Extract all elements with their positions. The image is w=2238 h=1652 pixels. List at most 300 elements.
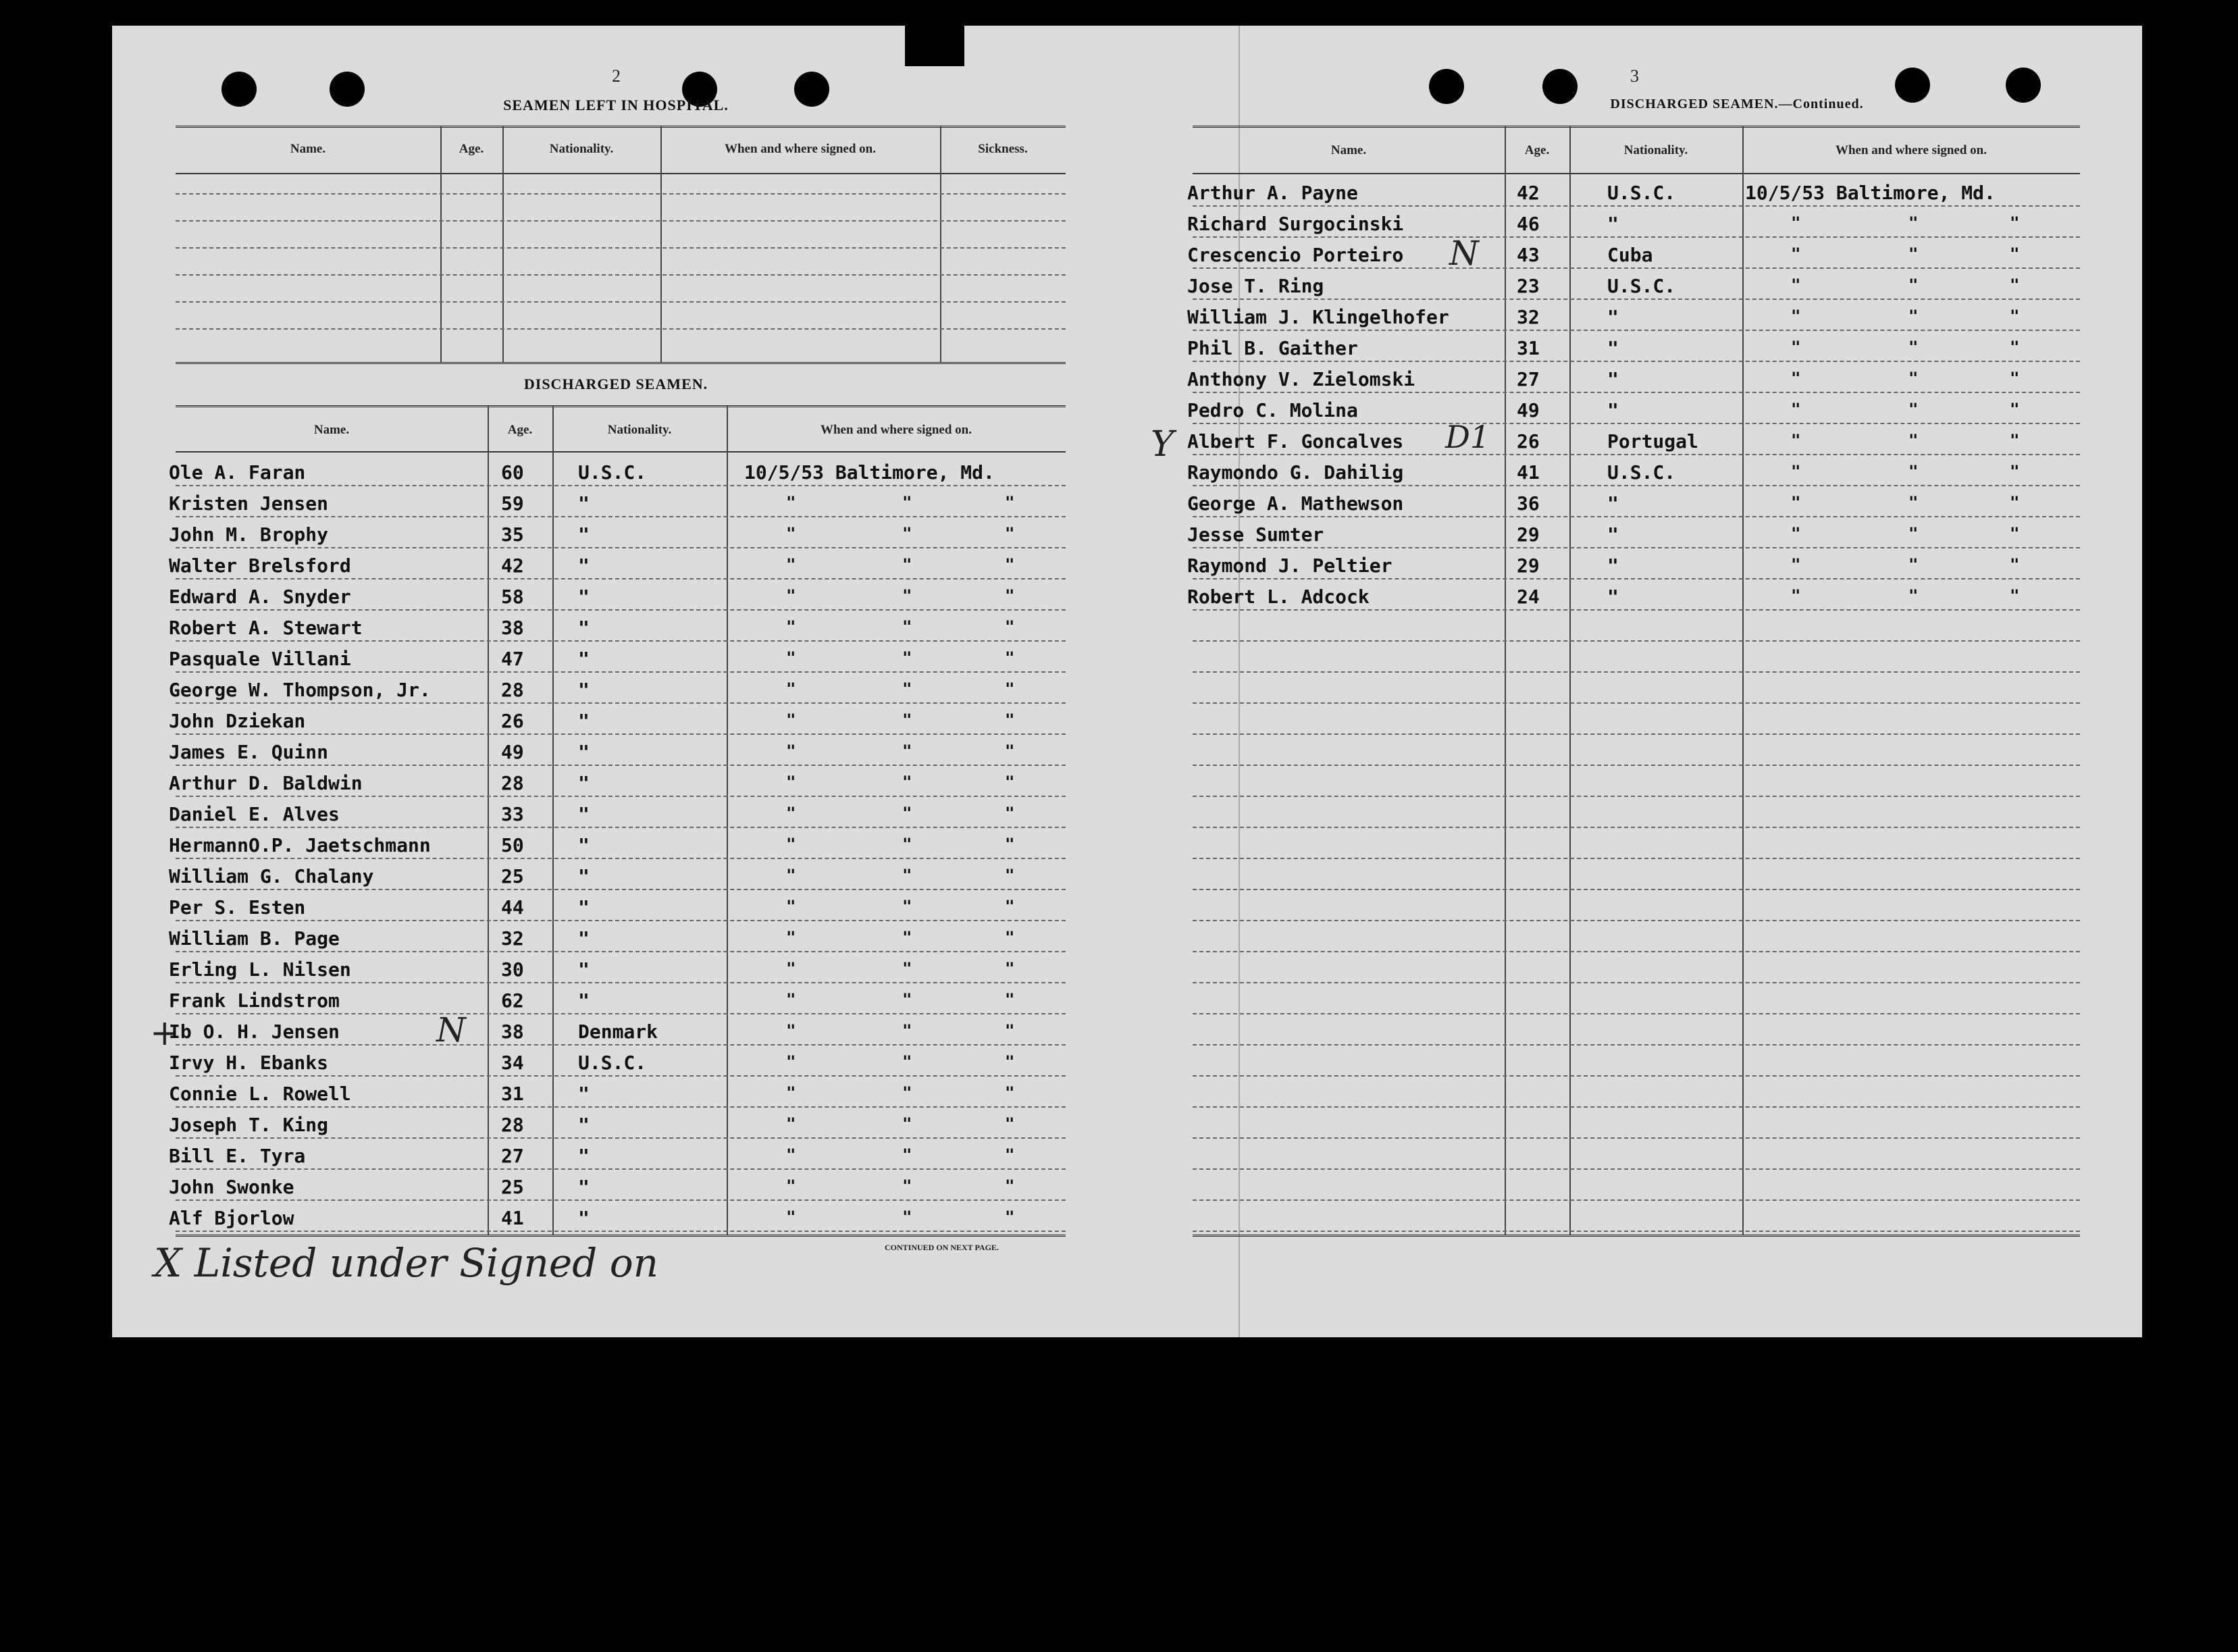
- right-row-rule: [1193, 1199, 2080, 1201]
- left-ditto-mark: ": [786, 1083, 796, 1102]
- left-ditto-mark: ": [902, 1145, 912, 1164]
- left-age-cell: 25: [501, 1176, 524, 1198]
- left-ditto-mark: ": [786, 1052, 796, 1071]
- right-row-rule: [1193, 733, 2080, 735]
- left-nationality-cell: ": [578, 710, 590, 732]
- right-age-cell: 29: [1517, 554, 1540, 577]
- left-ditto-mark: ": [1005, 1114, 1015, 1133]
- hospital-header-cell: Sickness.: [978, 142, 1028, 156]
- left-signed-cell: 10/5/53 Baltimore, Md.: [744, 461, 995, 484]
- left-name-cell: Edward A. Snyder: [169, 586, 351, 608]
- right-ditto-mark: ": [1791, 524, 1801, 543]
- left-header-cell: Age.: [507, 423, 533, 437]
- left-row-rule: [176, 1199, 1066, 1201]
- left-row-rule: [176, 858, 1066, 859]
- right-ditto-mark: ": [2010, 307, 2020, 326]
- left-row-rule: [176, 1106, 1066, 1108]
- right-header-cell: When and where signed on.: [1835, 143, 1987, 157]
- right-name-cell: Raymondo G. Dahilig: [1187, 461, 1404, 484]
- left-age-cell: 32: [501, 927, 524, 950]
- right-age-cell: 32: [1517, 306, 1540, 328]
- right-nationality-cell: U.S.C.: [1607, 461, 1676, 484]
- right-name-cell: George A. Mathewson: [1187, 492, 1404, 515]
- left-name-cell: Ib O. H. Jensen: [169, 1021, 340, 1043]
- left-ditto-mark: ": [902, 897, 912, 916]
- left-name-cell: John Dziekan: [169, 710, 306, 732]
- left-nationality-cell: ": [578, 1176, 590, 1198]
- left-nationality-cell: ": [578, 865, 590, 887]
- left-name-cell: Per S. Esten: [169, 896, 306, 919]
- page-number-left: 2: [612, 66, 621, 86]
- left-nationality-cell: ": [578, 803, 590, 825]
- left-ditto-mark: ": [1005, 711, 1015, 729]
- right-name-cell: Pedro C. Molina: [1187, 399, 1358, 421]
- right-row-rule: [1193, 547, 2080, 548]
- left-ditto-mark: ": [902, 1177, 912, 1195]
- left-age-cell: 41: [501, 1207, 524, 1229]
- right-row-rule: [1193, 485, 2080, 486]
- left-ditto-mark: ": [786, 742, 796, 760]
- left-age-cell: 26: [501, 710, 524, 732]
- right-row-rule: [1193, 1168, 2080, 1170]
- hospital-header-cell: Name.: [290, 142, 326, 156]
- right-name-cell: Raymond J. Peltier: [1187, 554, 1393, 577]
- right-row-rule: [1193, 330, 2080, 331]
- right-row-rule: [1193, 765, 2080, 766]
- right-ditto-mark: ": [2010, 338, 2020, 357]
- left-ditto-mark: ": [1005, 928, 1015, 947]
- right-age-cell: 36: [1517, 492, 1540, 515]
- right-header-cell: Nationality.: [1623, 143, 1688, 157]
- left-nationality-cell: U.S.C.: [578, 1052, 647, 1074]
- left-row-rule: [176, 1044, 1066, 1046]
- left-name-cell: Kristen Jensen: [169, 492, 329, 515]
- right-row-rule: [1193, 454, 2080, 455]
- right-row-rule: [1193, 236, 2080, 238]
- left-row-rule: [176, 609, 1066, 611]
- punch-hole: [330, 72, 365, 107]
- right-header-rule: [1193, 173, 2080, 174]
- hospital-section-title: SEAMEN LEFT IN HOSPITAL.: [503, 97, 729, 113]
- left-name-cell: John Swonke: [169, 1176, 294, 1198]
- left-name-cell: Irvy H. Ebanks: [169, 1052, 329, 1074]
- right-nationality-cell: ": [1607, 213, 1619, 235]
- right-ditto-mark: ": [1791, 276, 1801, 294]
- left-ditto-mark: ": [786, 648, 796, 667]
- left-ditto-mark: ": [786, 555, 796, 574]
- left-age-cell: 35: [501, 523, 524, 546]
- right-name-cell: Arthur A. Payne: [1187, 182, 1358, 204]
- left-name-cell: Joseph T. King: [169, 1114, 329, 1136]
- left-ditto-mark: ": [786, 524, 796, 543]
- punch-hole: [1429, 69, 1464, 104]
- right-ditto-mark: ": [2010, 244, 2020, 263]
- right-signed-cell: 10/5/53 Baltimore, Md.: [1745, 182, 1996, 204]
- left-ditto-mark: ": [786, 773, 796, 792]
- left-ditto-mark: ": [902, 1208, 912, 1227]
- left-ditto-mark: ": [902, 1021, 912, 1040]
- left-age-cell: 28: [501, 1114, 524, 1136]
- right-age-cell: 43: [1517, 244, 1540, 266]
- left-ditto-mark: ": [1005, 866, 1015, 885]
- left-ditto-mark: ": [902, 555, 912, 574]
- right-ditto-mark: ": [2010, 524, 2020, 543]
- left-nationality-cell: ": [578, 927, 590, 950]
- right-ditto-mark: ": [1908, 213, 1919, 232]
- left-row-rule: [176, 827, 1066, 828]
- handwritten-mark-plus: +: [150, 1013, 180, 1054]
- right-ditto-mark: ": [2010, 369, 2020, 388]
- left-row-rule: [176, 889, 1066, 890]
- hospital-empty-row: [176, 328, 1066, 330]
- right-ditto-mark: ": [1908, 400, 1919, 419]
- right-row-rule: [1193, 1137, 2080, 1139]
- left-age-cell: 25: [501, 865, 524, 887]
- left-row-rule: [176, 578, 1066, 579]
- right-row-rule: [1193, 858, 2080, 859]
- right-nationality-cell: Portugal: [1607, 430, 1698, 453]
- left-ditto-mark: ": [1005, 773, 1015, 792]
- right-ditto-mark: ": [1908, 369, 1919, 388]
- right-top-rule: [1193, 126, 2080, 128]
- left-nationality-cell: Denmark: [578, 1021, 658, 1043]
- left-nationality-cell: ": [578, 648, 590, 670]
- right-row-rule: [1193, 1013, 2080, 1014]
- left-age-cell: 30: [501, 958, 524, 981]
- binding-notch: [905, 26, 964, 66]
- left-ditto-mark: ": [786, 679, 796, 698]
- left-row-rule: [176, 1231, 1066, 1232]
- left-ditto-mark: ": [902, 959, 912, 978]
- left-ditto-mark: ": [902, 524, 912, 543]
- right-row-rule: [1193, 299, 2080, 300]
- left-age-cell: 38: [501, 617, 524, 639]
- right-ditto-mark: ": [2010, 493, 2020, 512]
- right-row-rule: [1193, 951, 2080, 952]
- right-name-cell: Jose T. Ring: [1187, 275, 1324, 297]
- left-nationality-cell: ": [578, 989, 590, 1012]
- handwritten-note: X Listed under Signed on: [154, 1240, 659, 1286]
- left-name-cell: Erling L. Nilsen: [169, 958, 351, 981]
- right-row-rule: [1193, 1106, 2080, 1108]
- left-row-rule: [176, 640, 1066, 642]
- left-ditto-mark: ": [1005, 493, 1015, 512]
- left-nationality-cell: U.S.C.: [578, 461, 647, 484]
- left-row-rule: [176, 982, 1066, 983]
- right-nationality-cell: Cuba: [1607, 244, 1653, 266]
- left-row-rule: [176, 733, 1066, 735]
- left-column-divider: [552, 405, 554, 1235]
- punch-hole: [1895, 68, 1930, 103]
- right-ditto-mark: ": [1791, 307, 1801, 326]
- right-row-rule: [1193, 361, 2080, 362]
- right-ditto-mark: ": [1791, 555, 1801, 574]
- left-column-divider: [488, 405, 489, 1235]
- handwritten-mark-n-right: N: [1449, 234, 1479, 273]
- left-ditto-mark: ": [902, 493, 912, 512]
- left-ditto-mark: ": [1005, 1052, 1015, 1071]
- right-row-rule: [1193, 578, 2080, 579]
- left-ditto-mark: ": [902, 773, 912, 792]
- left-age-cell: 47: [501, 648, 524, 670]
- left-row-rule: [176, 1075, 1066, 1077]
- left-header-cell: When and where signed on.: [820, 423, 972, 437]
- left-header-cell: Name.: [313, 423, 350, 437]
- left-name-cell: Daniel E. Alves: [169, 803, 340, 825]
- right-ditto-mark: ": [1908, 555, 1919, 574]
- left-ditto-mark: ": [1005, 617, 1015, 636]
- right-ditto-mark: ": [1791, 369, 1801, 388]
- punch-hole: [1542, 69, 1578, 104]
- handwritten-mark-d1: D1: [1445, 419, 1490, 455]
- left-name-cell: Robert A. Stewart: [169, 617, 363, 639]
- right-ditto-mark: ": [1908, 586, 1919, 605]
- right-ditto-mark: ": [1908, 493, 1919, 512]
- left-row-rule: [176, 671, 1066, 673]
- left-age-cell: 58: [501, 586, 524, 608]
- right-row-rule: [1193, 796, 2080, 797]
- left-nationality-cell: ": [578, 1083, 590, 1105]
- left-nationality-cell: ": [578, 617, 590, 639]
- right-column-divider: [1742, 126, 1744, 1235]
- left-ditto-mark: ": [902, 866, 912, 885]
- left-ditto-mark: ": [786, 835, 796, 854]
- left-ditto-mark: ": [1005, 586, 1015, 605]
- left-nationality-cell: ": [578, 896, 590, 919]
- hospital-column-divider: [940, 126, 941, 362]
- right-ditto-mark: ": [1791, 213, 1801, 232]
- right-ditto-mark: ": [1908, 524, 1919, 543]
- left-nationality-cell: ": [578, 772, 590, 794]
- left-ditto-mark: ": [786, 866, 796, 885]
- left-age-cell: 42: [501, 554, 524, 577]
- right-column-divider: [1569, 126, 1571, 1235]
- left-ditto-mark: ": [786, 617, 796, 636]
- right-ditto-mark: ": [1908, 338, 1919, 357]
- hospital-empty-row: [176, 301, 1066, 303]
- left-ditto-mark: ": [1005, 1145, 1015, 1164]
- right-age-cell: 23: [1517, 275, 1540, 297]
- left-age-cell: 38: [501, 1021, 524, 1043]
- discharged-continued-title: DISCHARGED SEAMEN.—Continued.: [1610, 97, 1864, 111]
- left-ditto-mark: ": [786, 1114, 796, 1133]
- left-ditto-mark: ": [786, 990, 796, 1009]
- left-nationality-cell: ": [578, 834, 590, 856]
- right-row-rule: [1193, 640, 2080, 642]
- right-bottom-rule: [1193, 1235, 2080, 1237]
- handwritten-mark-y: Y: [1151, 424, 1174, 465]
- punch-hole: [222, 72, 257, 107]
- right-age-cell: 49: [1517, 399, 1540, 421]
- right-row-rule: [1193, 205, 2080, 207]
- right-ditto-mark: ": [1791, 338, 1801, 357]
- left-ditto-mark: ": [786, 586, 796, 605]
- right-ditto-mark: ": [1791, 244, 1801, 263]
- right-age-cell: 26: [1517, 430, 1540, 453]
- hospital-empty-row: [176, 247, 1066, 249]
- right-ditto-mark: ": [2010, 276, 2020, 294]
- left-age-cell: 62: [501, 989, 524, 1012]
- left-age-cell: 28: [501, 679, 524, 701]
- left-ditto-mark: ": [786, 711, 796, 729]
- right-name-cell: Robert L. Adcock: [1187, 586, 1370, 608]
- left-nationality-cell: ": [578, 679, 590, 701]
- left-bottom-rule: [176, 1235, 1066, 1237]
- right-age-cell: 42: [1517, 182, 1540, 204]
- right-row-rule: [1193, 267, 2080, 269]
- left-ditto-mark: ": [1005, 990, 1015, 1009]
- left-nationality-cell: ": [578, 1207, 590, 1229]
- left-ditto-mark: ": [902, 711, 912, 729]
- right-ditto-mark: ": [1791, 400, 1801, 419]
- left-name-cell: Pasquale Villani: [169, 648, 351, 670]
- left-age-cell: 27: [501, 1145, 524, 1167]
- left-age-cell: 60: [501, 461, 524, 484]
- right-row-rule: [1193, 609, 2080, 611]
- left-nationality-cell: ": [578, 554, 590, 577]
- left-age-cell: 49: [501, 741, 524, 763]
- hospital-empty-row: [176, 193, 1066, 195]
- right-name-cell: Jesse Sumter: [1187, 523, 1324, 546]
- hospital-header-rule: [176, 173, 1066, 174]
- right-nationality-cell: ": [1607, 368, 1619, 390]
- right-nationality-cell: ": [1607, 306, 1619, 328]
- hospital-column-divider: [660, 126, 662, 362]
- left-ditto-mark: ": [786, 493, 796, 512]
- hospital-header-cell: Nationality.: [549, 142, 614, 156]
- right-age-cell: 41: [1517, 461, 1540, 484]
- right-row-rule: [1193, 1044, 2080, 1046]
- right-header-cell: Age.: [1524, 143, 1550, 157]
- right-age-cell: 24: [1517, 586, 1540, 608]
- right-nationality-cell: ": [1607, 586, 1619, 608]
- left-row-rule: [176, 547, 1066, 548]
- left-nationality-cell: ": [578, 741, 590, 763]
- hospital-top-rule: [176, 126, 1066, 128]
- left-name-cell: Walter Brelsford: [169, 554, 351, 577]
- left-ditto-mark: ": [786, 897, 796, 916]
- left-ditto-mark: ": [1005, 959, 1015, 978]
- right-ditto-mark: ": [1791, 493, 1801, 512]
- left-ditto-mark: ": [786, 1145, 796, 1164]
- left-row-rule: [176, 516, 1066, 517]
- right-row-rule: [1193, 827, 2080, 828]
- right-ditto-mark: ": [1908, 307, 1919, 326]
- left-row-rule: [176, 1137, 1066, 1139]
- right-row-rule: [1193, 671, 2080, 673]
- right-row-rule: [1193, 702, 2080, 704]
- left-row-rule: [176, 951, 1066, 952]
- left-nationality-cell: ": [578, 523, 590, 546]
- right-ditto-mark: ": [2010, 431, 2020, 450]
- right-ditto-mark: ": [2010, 462, 2020, 481]
- hospital-header-cell: Age.: [459, 142, 484, 156]
- left-ditto-mark: ": [1005, 648, 1015, 667]
- right-age-cell: 27: [1517, 368, 1540, 390]
- left-nationality-cell: ": [578, 958, 590, 981]
- left-ditto-mark: ": [902, 1114, 912, 1133]
- continued-note: CONTINUED ON NEXT PAGE.: [885, 1243, 999, 1252]
- left-age-cell: 34: [501, 1052, 524, 1074]
- right-ditto-mark: ": [2010, 555, 2020, 574]
- right-name-cell: Anthony V. Zielomski: [1187, 368, 1415, 390]
- left-name-cell: HermannO.P. Jaetschmann: [169, 834, 431, 856]
- right-nationality-cell: U.S.C.: [1607, 182, 1676, 204]
- left-ditto-mark: ": [786, 1177, 796, 1195]
- right-name-cell: Albert F. Goncalves: [1187, 430, 1404, 453]
- hospital-column-divider: [502, 126, 504, 362]
- left-ditto-mark: ": [1005, 679, 1015, 698]
- right-ditto-mark: ": [1791, 586, 1801, 605]
- hospital-bottom-rule: [176, 362, 1066, 364]
- right-age-cell: 46: [1517, 213, 1540, 235]
- left-ditto-mark: ": [786, 1208, 796, 1227]
- right-row-rule: [1193, 1075, 2080, 1077]
- right-nationality-cell: ": [1607, 523, 1619, 546]
- left-ditto-mark: ": [902, 617, 912, 636]
- right-ditto-mark: ": [2010, 213, 2020, 232]
- left-ditto-mark: ": [902, 586, 912, 605]
- right-ditto-mark: ": [1908, 431, 1919, 450]
- left-ditto-mark: ": [1005, 555, 1015, 574]
- left-nationality-cell: ": [578, 1114, 590, 1136]
- left-name-cell: William G. Chalany: [169, 865, 374, 887]
- right-ditto-mark: ": [2010, 586, 2020, 605]
- left-ditto-mark: ": [1005, 835, 1015, 854]
- right-name-cell: Richard Surgocinski: [1187, 213, 1404, 235]
- left-ditto-mark: ": [1005, 742, 1015, 760]
- left-ditto-mark: ": [786, 804, 796, 823]
- hospital-empty-row: [176, 274, 1066, 276]
- right-row-rule: [1193, 920, 2080, 921]
- punch-hole: [794, 72, 829, 107]
- discharged-section-title: DISCHARGED SEAMEN.: [523, 376, 708, 392]
- right-column-divider: [1505, 126, 1506, 1235]
- right-header-cell: Name.: [1330, 143, 1367, 157]
- right-name-cell: Crescencio Porteiro: [1187, 244, 1404, 266]
- left-name-cell: Alf Bjorlow: [169, 1207, 294, 1229]
- right-ditto-mark: ": [1908, 276, 1919, 294]
- left-age-cell: 50: [501, 834, 524, 856]
- left-name-cell: Connie L. Rowell: [169, 1083, 351, 1105]
- left-ditto-mark: ": [902, 1052, 912, 1071]
- left-ditto-mark: ": [786, 1021, 796, 1040]
- left-ditto-mark: ": [1005, 897, 1015, 916]
- left-nationality-cell: ": [578, 586, 590, 608]
- left-age-cell: 31: [501, 1083, 524, 1105]
- right-row-rule: [1193, 1231, 2080, 1232]
- right-row-rule: [1193, 982, 2080, 983]
- left-nationality-cell: ": [578, 492, 590, 515]
- left-ditto-mark: ": [902, 742, 912, 760]
- right-ditto-mark: ": [1791, 462, 1801, 481]
- left-ditto-mark: ": [902, 1083, 912, 1102]
- right-ditto-mark: ": [1908, 462, 1919, 481]
- page-number-right: 3: [1630, 66, 1639, 86]
- right-age-cell: 29: [1517, 523, 1540, 546]
- left-top-rule: [176, 405, 1066, 407]
- left-name-cell: Bill E. Tyra: [169, 1145, 306, 1167]
- left-ditto-mark: ": [1005, 804, 1015, 823]
- handwritten-mark-n-left: N: [436, 1010, 466, 1050]
- left-nationality-cell: ": [578, 1145, 590, 1167]
- punch-hole: [2006, 68, 2041, 103]
- right-ditto-mark: ": [1908, 244, 1919, 263]
- left-name-cell: George W. Thompson, Jr.: [169, 679, 431, 701]
- right-row-rule: [1193, 889, 2080, 890]
- right-ditto-mark: ": [2010, 400, 2020, 419]
- right-nationality-cell: ": [1607, 399, 1619, 421]
